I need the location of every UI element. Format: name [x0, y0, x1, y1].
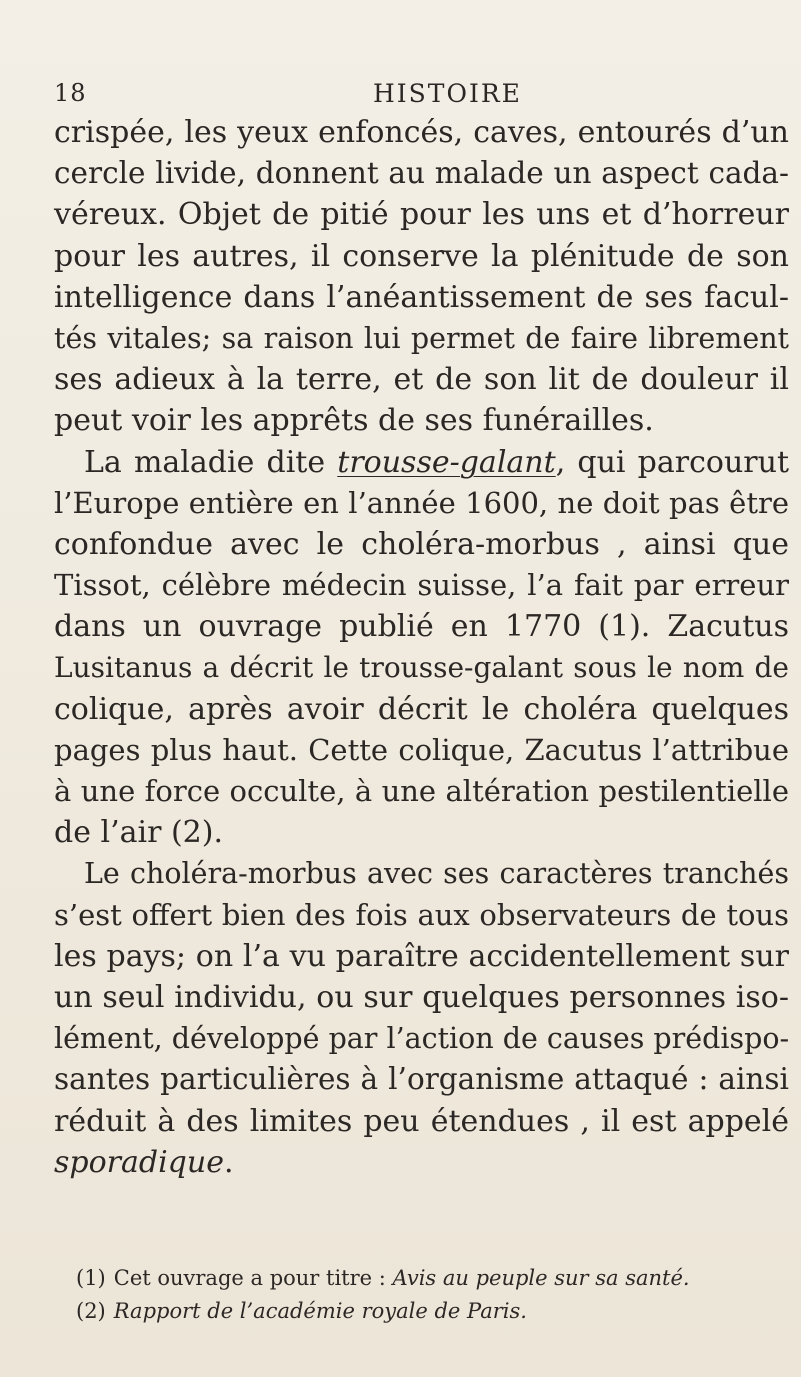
- text-line: lément, développé par l’action de causes prédispo-: [54, 1022, 790, 1056]
- footnote-marker: (1): [76, 1266, 106, 1290]
- text-line: véreux. Objet de pitié pour les uns et d’horreur: [54, 197, 789, 233]
- text-line: un seul individu, ou sur quelques personnes iso-: [54, 979, 789, 1015]
- text-line: colique, après avoir décrit le choléra quelques: [54, 691, 789, 727]
- text-line: s’est offert bien des fois aux observateurs de tous: [54, 897, 789, 932]
- footnote-1: [76, 1262, 796, 1295]
- text-line: pour les autres, il conserve la plénitude de son: [54, 238, 789, 274]
- text-line: [54, 1142, 789, 1183]
- text-line: peut voir les apprêts de ses funérailles.: [54, 403, 654, 439]
- paragraph-1: [54, 112, 789, 442]
- page-number: 18: [54, 79, 87, 107]
- text-line: tés vitales; sa raison lui permet de faire librement: [54, 321, 789, 355]
- text-line: réduit à des limites peu étendues , il est appelé: [54, 1103, 789, 1139]
- text-run: .: [223, 1144, 234, 1180]
- text-run: La maladie dite: [84, 444, 338, 480]
- footnote-marker: (2): [76, 1299, 106, 1323]
- text-line: les pays; on l’a vu paraître accidentellement sur: [54, 938, 789, 974]
- text-line: Tissot, célèbre médecin suisse, l’a fait par erreur: [54, 568, 789, 603]
- footnote-title: Avis au peuple sur sa santé.: [392, 1266, 690, 1290]
- text-line: Lusitanus a décrit le trousse-galant sous le nom de: [54, 651, 789, 685]
- text-line: crispée, les yeux enfoncés, caves, entourés d’un: [54, 115, 789, 150]
- text-line: ses adieux à la terre, et de son lit de douleur il: [54, 362, 789, 398]
- text-line: Le choléra-morbus avec ses caractères tranchés: [84, 857, 789, 891]
- footnotes: [76, 1262, 796, 1328]
- running-title: HISTOIRE: [373, 79, 522, 108]
- text-line: de l’air (2).: [54, 815, 224, 851]
- paragraph-3: [54, 853, 789, 1183]
- running-head: [0, 79, 801, 113]
- text-line: à une force occulte, à une altération pestilentielle: [54, 774, 789, 808]
- text-line: confondue avec le choléra-morbus , ainsi que: [54, 526, 789, 562]
- footnote-text: Cet ouvrage a pour titre :: [113, 1266, 393, 1290]
- italic-term: sporadique: [54, 1144, 224, 1180]
- text-line: pages plus haut. Cette colique, Zacutus l’attribue: [54, 732, 789, 767]
- text-line: santes particulières à l’organisme attaqué : ainsi: [54, 1062, 789, 1097]
- text-line: l’Europe entière en l’année 1600, ne doit pas être: [54, 485, 789, 520]
- text-line: [54, 442, 789, 483]
- footnote-2: [76, 1295, 796, 1328]
- text-run: , qui parcourut: [555, 444, 789, 480]
- footnote-title: Rapport de l’académie royale de Paris.: [113, 1299, 527, 1323]
- text-line: dans un ouvrage publié en 1770 (1). Zacutus: [54, 609, 789, 645]
- text-line: intelligence dans l’anéantissement de ses facul-: [54, 279, 789, 315]
- italic-term: trousse-galant: [337, 444, 556, 480]
- text-line: cercle livide, donnent au malade un aspect cada-: [54, 156, 789, 191]
- body-text: [54, 112, 789, 1183]
- paragraph-2: [54, 442, 789, 854]
